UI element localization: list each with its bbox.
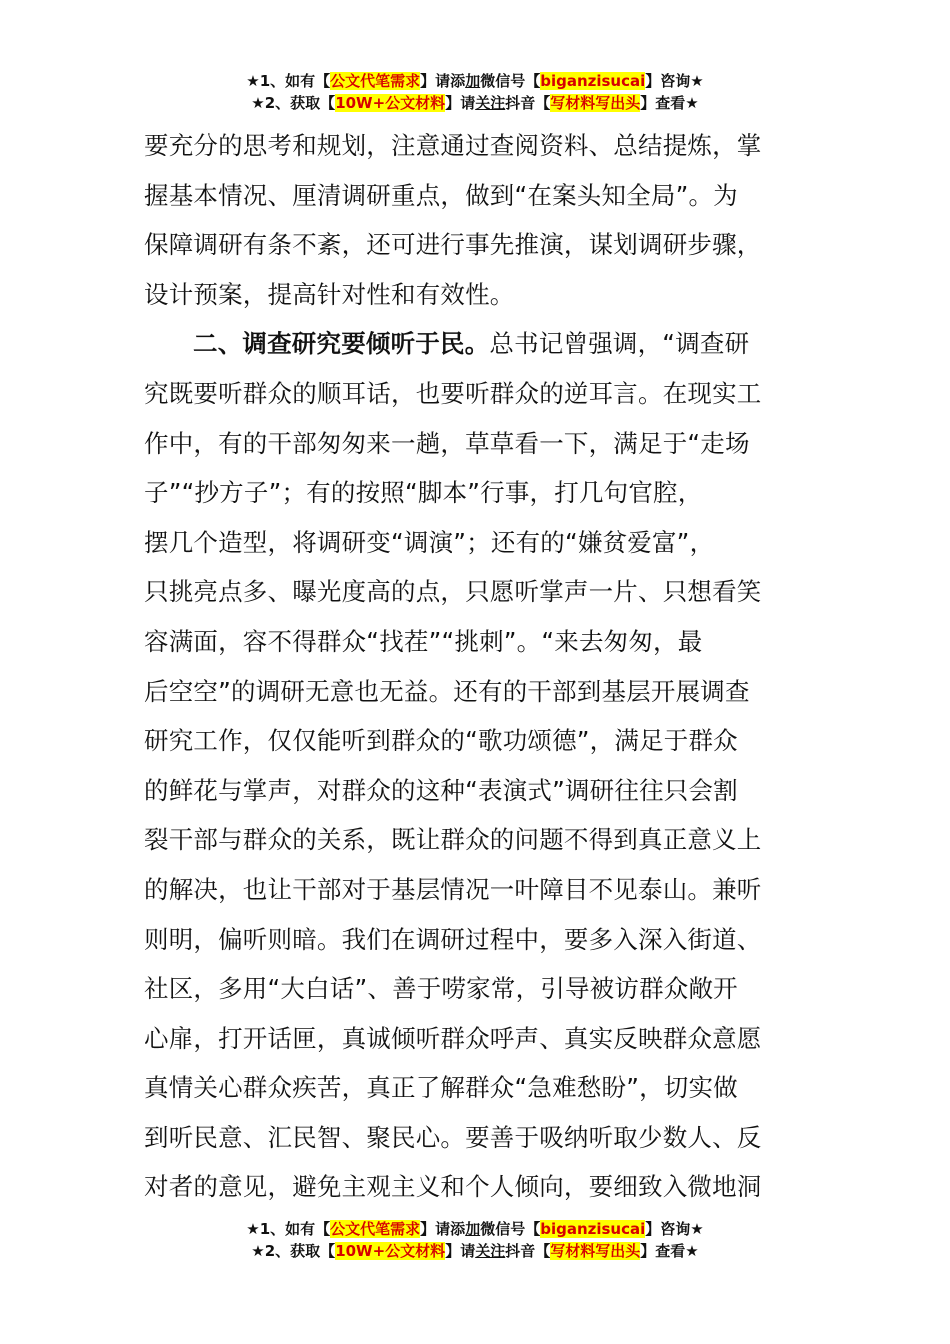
- paragraph-1: [144, 121, 808, 319]
- banner-underlined: 加: [465, 72, 481, 90]
- text-line: 心扉，打开话匣，真诚倾听群众呼声、真实反映群众意愿: [144, 1023, 762, 1053]
- banner-text: ★1、如有【: [246, 72, 331, 90]
- text-line: 对者的意见，避免主观主义和个人倾向，要细致入微地洞: [144, 1172, 762, 1202]
- banner-underlined: 关注: [475, 94, 506, 112]
- section-heading: 二、调查研究要倾听于民。: [193, 329, 490, 359]
- paragraph-2: [144, 319, 808, 1212]
- banner-text: 】请添: [420, 1220, 466, 1238]
- banner-highlight-douyin: 写材料写出头: [550, 94, 641, 112]
- text-line: 社区，多用“大白话”、善于唠家常，引导被访群众敞开: [144, 974, 738, 1004]
- text-line: 作中，有的干部匆匆来一趟，草草看一下，满足于“走场: [144, 428, 750, 458]
- banner-highlight-wechat: biganzisucai: [540, 1220, 646, 1238]
- banner-text: 】请: [445, 94, 476, 112]
- text-line: 只挑亮点多、曝光度高的点，只愿听掌声一片、只想看笑: [144, 577, 762, 607]
- banner-text: 微信号【: [480, 1220, 541, 1238]
- footer-banner: [0, 1218, 950, 1262]
- document-body: [144, 121, 808, 1212]
- banner-highlight-douyin: 写材料写出头: [550, 1242, 641, 1260]
- banner-text: 】咨询★: [645, 72, 704, 90]
- banner-line-1: [0, 1218, 950, 1240]
- text-line: 摆几个造型，将调研变“调演”；还有的“嫌贫爱富”，: [144, 527, 715, 557]
- banner-text: ★2、获取【: [251, 94, 336, 112]
- text-line: 研究工作，仅仅能听到群众的“歌功颂德”，满足于群众: [144, 726, 738, 756]
- text-line: 的解决，也让干部对于基层情况一叶障目不见泰山。兼听: [144, 874, 762, 904]
- banner-text: 】查看★: [640, 1242, 699, 1260]
- text-line: 子”“抄方子”；有的按照“脚本”行事，打几句官腔，: [144, 478, 703, 508]
- banner-underlined: 关注: [475, 1242, 506, 1260]
- text-line: 则明，偏听则暗。我们在调研过程中，要多入深入街道、: [144, 924, 762, 954]
- text-line: 保障调研有条不紊，还可进行事先推演，谋划调研步骤，: [144, 230, 762, 260]
- header-banner: [0, 70, 950, 114]
- banner-text: 】请添: [420, 72, 466, 90]
- text-line: 后空空”的调研无意也无益。还有的干部到基层开展调查: [144, 676, 750, 706]
- text-line: 握基本情况、厘清调研重点，做到“在案头知全局”。为: [144, 180, 738, 210]
- text-span: 总书记曾强调，“调查研: [489, 329, 750, 359]
- text-line: 到听民意、汇民智、聚民心。要善于吸纳听取少数人、反: [144, 1122, 762, 1152]
- banner-text: 抖音【: [505, 1242, 551, 1260]
- banner-underlined: 加: [465, 1220, 481, 1238]
- banner-line-2: [0, 92, 950, 114]
- text-line: 究既要听群众的顺耳话，也要听群众的逆耳言。在现实工: [144, 378, 762, 408]
- banner-text: 】查看★: [640, 94, 699, 112]
- banner-line-2: [0, 1240, 950, 1262]
- banner-text: 】请: [445, 1242, 476, 1260]
- banner-highlight: 公文代笔需求: [330, 72, 421, 90]
- text-line-first: [144, 319, 808, 369]
- banner-text: 抖音【: [505, 94, 551, 112]
- text-line: 真情关心群众疾苦，真正了解群众“急难愁盼”，切实做: [144, 1073, 738, 1103]
- banner-highlight: 10W+公文材料: [335, 1242, 446, 1260]
- banner-text: ★2、获取【: [251, 1242, 336, 1260]
- banner-highlight: 10W+公文材料: [335, 94, 446, 112]
- text-line: 裂干部与群众的关系，既让群众的问题不得到真正意义上: [144, 825, 762, 855]
- banner-highlight-wechat: biganzisucai: [540, 72, 646, 90]
- text-line: 的鲜花与掌声，对群众的这种“表演式”调研往往只会割: [144, 775, 738, 805]
- banner-text: 】咨询★: [645, 1220, 704, 1238]
- banner-line-1: [0, 70, 950, 92]
- text-line: 容满面，容不得群众“找茬”“挑刺”。“来去匆匆，最: [144, 626, 703, 656]
- banner-highlight: 公文代笔需求: [330, 1220, 421, 1238]
- text-line: 要充分的思考和规划，注意通过查阅资料、总结提炼，掌: [144, 131, 762, 160]
- text-line: 设计预案，提高针对性和有效性。: [144, 279, 515, 309]
- banner-text: ★1、如有【: [246, 1220, 331, 1238]
- banner-text: 微信号【: [480, 72, 541, 90]
